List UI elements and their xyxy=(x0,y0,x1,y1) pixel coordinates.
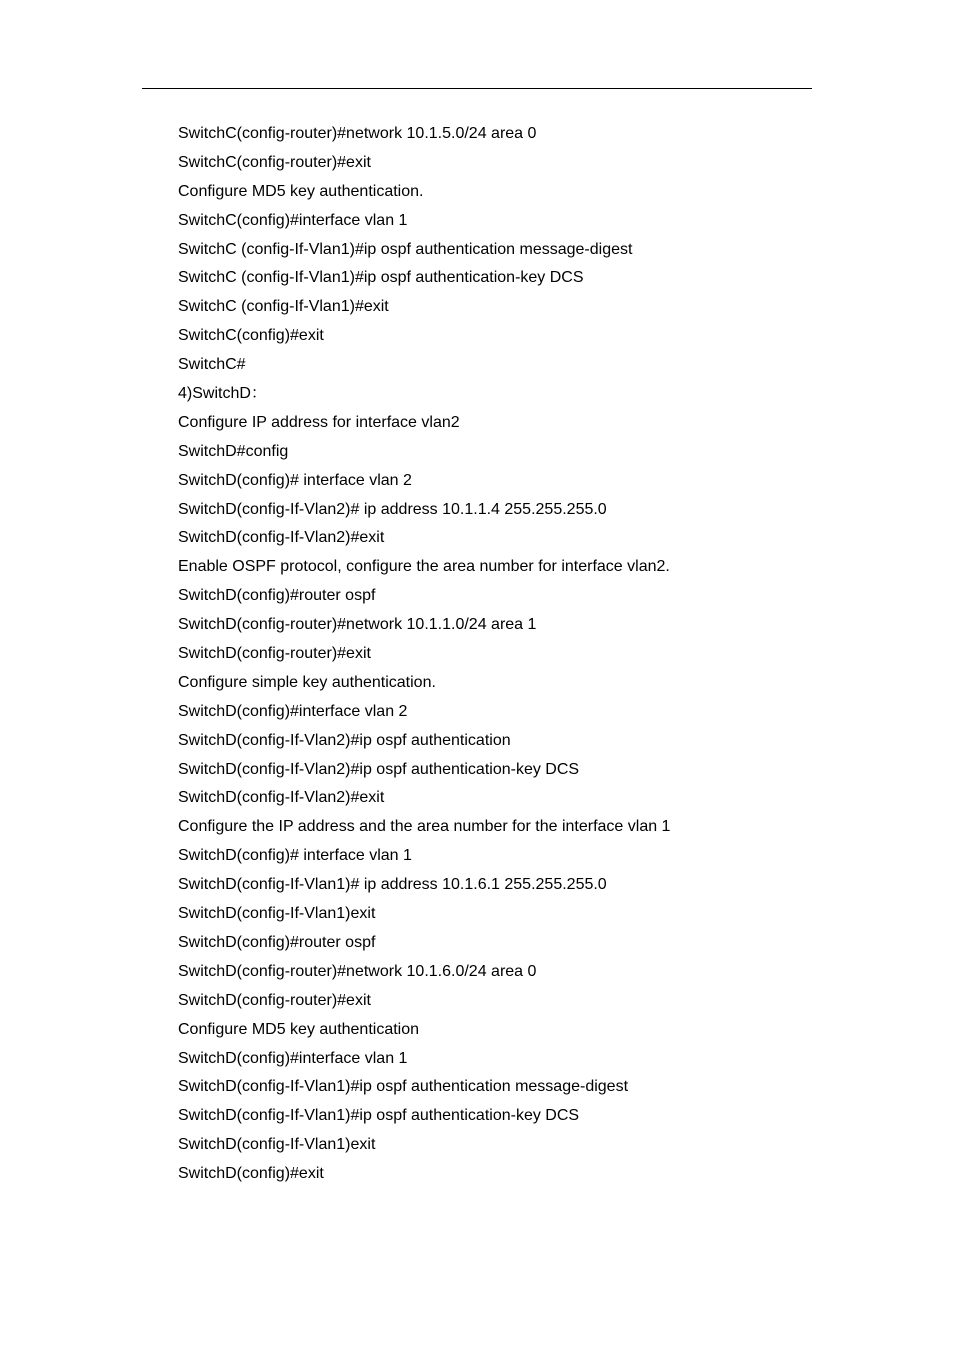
text-line: SwitchD(config-If-Vlan2)#exit xyxy=(178,789,385,807)
text-line: SwitchD(config)#exit xyxy=(178,1165,324,1183)
text-line: SwitchD(config-router)#exit xyxy=(178,991,371,1009)
text-line: SwitchD(config)# interface vlan 2 xyxy=(178,471,412,489)
header-rule xyxy=(142,88,812,89)
text-line: SwitchC(config)#exit xyxy=(178,327,324,345)
text-line: SwitchC (config-If-Vlan1)#exit xyxy=(178,298,389,316)
section-heading: 4)SwitchD： xyxy=(178,385,267,403)
text-line: SwitchD(config-router)#network 10.1.1.0/24 area 1 xyxy=(178,616,537,634)
text-line: SwitchC# xyxy=(178,356,246,374)
text-line: Enable OSPF protocol, configure the area number for interface vlan2. xyxy=(178,558,670,576)
text-line: SwitchD(config-If-Vlan1)# ip address 10.1.6.1 255.255.255.0 xyxy=(178,876,607,894)
text-line: SwitchC(config)#interface vlan 1 xyxy=(178,211,408,229)
text-line: SwitchD(config)#router ospf xyxy=(178,587,376,605)
text-line: SwitchD(config-router)#network 10.1.6.0/24 area 0 xyxy=(178,962,537,980)
text-line: Configure IP address for interface vlan2 xyxy=(178,413,460,431)
text-line: SwitchD(config-If-Vlan1)exit xyxy=(178,1136,376,1154)
document-body xyxy=(178,120,818,1189)
text-line: SwitchC (config-If-Vlan1)#ip ospf authentication message-digest xyxy=(178,240,633,258)
text-line: Configure simple key authentication. xyxy=(178,673,436,691)
text-line: Configure MD5 key authentication xyxy=(178,1020,420,1038)
text-line: SwitchD(config-If-Vlan2)#exit xyxy=(178,529,385,547)
text-line: SwitchD(config-If-Vlan1)#ip ospf authentication-key DCS xyxy=(178,1107,580,1125)
text-line: SwitchC(config-router)#network 10.1.5.0/24 area 0 xyxy=(178,125,537,142)
text-line: SwitchC (config-If-Vlan1)#ip ospf authentication-key DCS xyxy=(178,269,584,287)
text-line: SwitchD(config-If-Vlan1)#ip ospf authentication message-digest xyxy=(178,1078,629,1096)
text-line: SwitchD(config-router)#exit xyxy=(178,645,371,663)
text-line: SwitchC(config-router)#exit xyxy=(178,153,371,171)
text-line: SwitchD(config-If-Vlan1)exit xyxy=(178,905,376,923)
text-line: SwitchD(config-If-Vlan2)#ip ospf authentication xyxy=(178,731,511,749)
text-line: SwitchD(config)#router ospf xyxy=(178,933,376,951)
text-line: SwitchD#config xyxy=(178,442,289,460)
text-line: SwitchD(config)# interface vlan 1 xyxy=(178,847,412,865)
text-line: Configure the IP address and the area number for the interface vlan 1 xyxy=(178,818,671,836)
text-line: SwitchD(config-If-Vlan2)#ip ospf authentication-key DCS xyxy=(178,760,580,778)
text-line: SwitchD(config-If-Vlan2)# ip address 10.1.1.4 255.255.255.0 xyxy=(178,500,607,518)
text-line: SwitchD(config)#interface vlan 2 xyxy=(178,702,408,720)
text-line: SwitchD(config)#interface vlan 1 xyxy=(178,1049,408,1067)
text-line: Configure MD5 key authentication. xyxy=(178,182,424,200)
